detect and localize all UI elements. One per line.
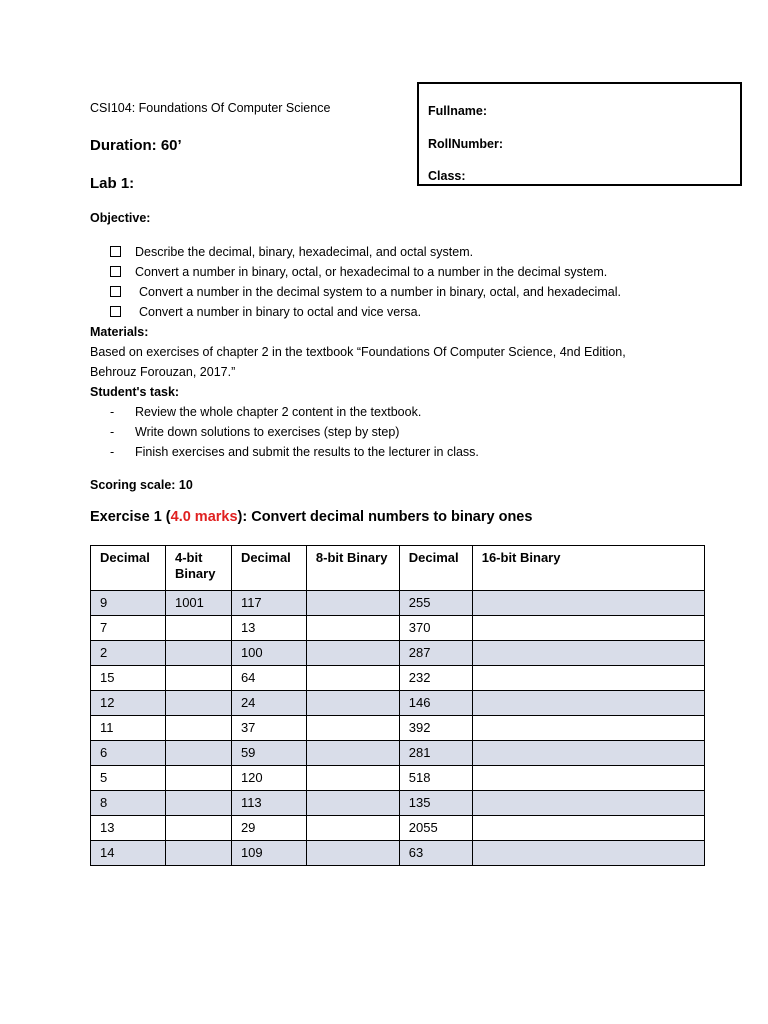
answer-cell[interactable] — [306, 691, 399, 716]
answer-cell[interactable] — [472, 816, 704, 841]
column-header: 8-bit Binary — [306, 546, 399, 591]
dash-bullet-icon: - — [110, 405, 115, 419]
table-row — [91, 816, 705, 841]
table-cell: 7 — [91, 616, 166, 641]
answer-cell[interactable] — [472, 616, 704, 641]
scoring-scale: Scoring scale: 10 — [90, 478, 193, 492]
table-cell: 9 — [91, 591, 166, 616]
table-cell: 13 — [91, 816, 166, 841]
table-cell: 64 — [231, 666, 306, 691]
table-row — [91, 691, 705, 716]
answer-cell[interactable] — [306, 716, 399, 741]
table-row — [91, 641, 705, 666]
table-cell: 6 — [91, 741, 166, 766]
table-cell: 255 — [399, 591, 472, 616]
table-cell: 15 — [91, 666, 166, 691]
rollnumber-label: RollNumber: — [428, 137, 503, 151]
checkbox-bullet-icon — [110, 266, 121, 277]
table-cell: 518 — [399, 766, 472, 791]
column-header: 16-bit Binary — [472, 546, 704, 591]
answer-cell[interactable] — [165, 766, 231, 791]
table-cell: 232 — [399, 666, 472, 691]
answer-cell[interactable] — [472, 841, 704, 866]
table-cell: 2 — [91, 641, 166, 666]
answer-cell[interactable] — [306, 616, 399, 641]
table-cell: 370 — [399, 616, 472, 641]
answer-cell[interactable] — [165, 791, 231, 816]
list-item: Convert a number in the decimal system to a number in binary, octal, and hexadecimal. — [110, 284, 750, 304]
table-cell: 113 — [231, 791, 306, 816]
answer-cell[interactable] — [306, 816, 399, 841]
answer-cell[interactable] — [165, 816, 231, 841]
student-info-box — [417, 82, 742, 186]
class-label: Class: — [428, 169, 466, 183]
column-header: Decimal — [231, 546, 306, 591]
table-cell: 63 — [399, 841, 472, 866]
answer-cell[interactable] — [306, 741, 399, 766]
answer-cell[interactable] — [472, 741, 704, 766]
table-cell: 5 — [91, 766, 166, 791]
column-header: Decimal — [91, 546, 166, 591]
objective-heading: Objective: — [90, 211, 151, 225]
duration-label: Duration: 60’ — [90, 137, 182, 154]
dash-bullet-icon: - — [110, 445, 115, 459]
table-cell: 109 — [231, 841, 306, 866]
answer-cell[interactable] — [306, 666, 399, 691]
table-cell: 117 — [231, 591, 306, 616]
table-cell: 13 — [231, 616, 306, 641]
table-row — [91, 766, 705, 791]
answer-cell[interactable] — [165, 741, 231, 766]
table-row — [91, 666, 705, 691]
answer-cell[interactable] — [306, 766, 399, 791]
materials-heading: Materials: — [90, 325, 149, 339]
column-header: 4-bit Binary — [165, 546, 231, 591]
answer-cell[interactable] — [472, 716, 704, 741]
answer-cell[interactable] — [306, 641, 399, 666]
table-cell: 11 — [91, 716, 166, 741]
table-cell: 59 — [231, 741, 306, 766]
table-cell: 135 — [399, 791, 472, 816]
answer-cell[interactable] — [165, 666, 231, 691]
table-row — [91, 741, 705, 766]
answer-cell[interactable] — [165, 841, 231, 866]
lab-title: Lab 1: — [90, 175, 135, 192]
answer-cell[interactable] — [472, 791, 704, 816]
answer-cell[interactable] — [165, 716, 231, 741]
answer-cell[interactable] — [472, 641, 704, 666]
table-cell: 14 — [91, 841, 166, 866]
table-cell: 100 — [231, 641, 306, 666]
course-title: CSI104: Foundations Of Computer Science — [90, 101, 331, 115]
answer-cell[interactable] — [165, 641, 231, 666]
answer-cell[interactable] — [472, 766, 704, 791]
objective-list — [110, 244, 750, 324]
table-cell: 146 — [399, 691, 472, 716]
table-cell: 2055 — [399, 816, 472, 841]
fullname-label: Fullname: — [428, 104, 488, 118]
checkbox-bullet-icon — [110, 306, 121, 317]
table-cell: 287 — [399, 641, 472, 666]
answer-cell[interactable] — [472, 591, 704, 616]
table-cell: 24 — [231, 691, 306, 716]
checkbox-bullet-icon — [110, 246, 121, 257]
answer-cell[interactable]: 1001 — [165, 591, 231, 616]
column-header: Decimal — [399, 546, 472, 591]
table-row — [91, 841, 705, 866]
table-header-row — [91, 546, 705, 591]
answer-cell[interactable] — [165, 616, 231, 641]
list-item: Describe the decimal, binary, hexadecimal, and octal system. — [110, 244, 750, 264]
checkbox-bullet-icon — [110, 286, 121, 297]
answer-cell[interactable] — [306, 841, 399, 866]
table-row — [91, 616, 705, 641]
table-cell: 29 — [231, 816, 306, 841]
materials-line-2: Behrouz Forouzan, 2017.” — [90, 365, 236, 379]
answer-cell[interactable] — [165, 691, 231, 716]
marks-label: 4.0 marks — [170, 509, 238, 525]
conversion-table — [90, 545, 705, 866]
table-cell: 392 — [399, 716, 472, 741]
exercise-1-title: Exercise 1 (4.0 marks): Convert decimal numbers to binary ones — [90, 509, 533, 525]
materials-line-1: Based on exercises of chapter 2 in the textbook “Foundations Of Computer Science, 4nd Edition, — [90, 345, 626, 359]
dash-bullet-icon: - — [110, 425, 115, 439]
list-item: Convert a number in binary to octal and vice versa. — [110, 304, 750, 324]
table-row — [91, 591, 705, 616]
answer-cell[interactable] — [306, 591, 399, 616]
table-row — [91, 716, 705, 741]
list-item: Convert a number in binary, octal, or hexadecimal to a number in the decimal system. — [110, 264, 750, 284]
table-cell: 37 — [231, 716, 306, 741]
table-row — [91, 791, 705, 816]
answer-cell[interactable] — [472, 666, 704, 691]
table-cell: 12 — [91, 691, 166, 716]
table-cell: 8 — [91, 791, 166, 816]
task-heading: Student's task: — [90, 385, 180, 399]
table-cell: 281 — [399, 741, 472, 766]
answer-cell[interactable] — [472, 691, 704, 716]
table-cell: 120 — [231, 766, 306, 791]
answer-cell[interactable] — [306, 791, 399, 816]
